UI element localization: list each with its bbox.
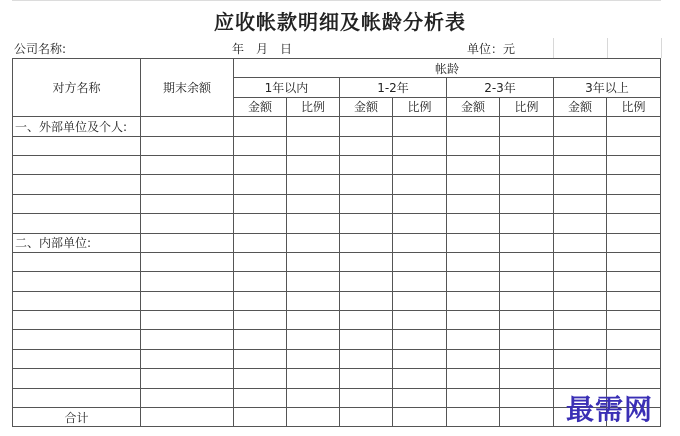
table-cell[interactable] [340, 408, 393, 427]
table-cell[interactable] [234, 408, 287, 427]
header-amount: 金额 [554, 97, 607, 116]
table-cell[interactable] [340, 349, 393, 368]
header-amount: 金额 [340, 97, 393, 116]
table-cell[interactable] [554, 369, 607, 388]
table-cell[interactable] [234, 117, 287, 136]
table-cell[interactable] [393, 349, 447, 368]
table-cell[interactable] [447, 136, 500, 155]
table-cell[interactable] [607, 117, 661, 136]
info-bar [12, 38, 661, 58]
table-cell[interactable] [393, 369, 447, 388]
table-cell[interactable] [554, 214, 607, 233]
table-cell[interactable] [287, 349, 340, 368]
section-label-external[interactable]: 一、外部单位及个人: [13, 117, 141, 136]
table-cell[interactable] [500, 408, 554, 427]
table-cell[interactable] [141, 330, 234, 349]
internal-rows [13, 252, 661, 407]
table-cell[interactable] [340, 291, 393, 310]
header-ending-balance: 期末余额 [141, 59, 234, 117]
table-cell[interactable] [393, 388, 447, 407]
table-cell[interactable] [447, 233, 500, 252]
table-cell[interactable] [447, 330, 500, 349]
table-cell[interactable] [447, 311, 500, 330]
table-cell[interactable] [393, 233, 447, 252]
header-aging: 帐龄 [234, 59, 661, 78]
table-cell[interactable] [287, 214, 340, 233]
table-cell[interactable] [141, 369, 234, 388]
table-cell[interactable] [447, 408, 500, 427]
watermark-logo: 最需网 [566, 393, 654, 426]
table-row [13, 369, 661, 388]
table-cell[interactable] [447, 388, 500, 407]
header-ratio: 比例 [500, 97, 554, 116]
table-cell[interactable] [447, 349, 500, 368]
table-cell[interactable] [287, 388, 340, 407]
table-cell[interactable] [500, 388, 554, 407]
table-cell[interactable] [340, 136, 393, 155]
table-cell[interactable] [234, 330, 287, 349]
table-cell[interactable] [554, 194, 607, 213]
table-cell[interactable] [500, 175, 554, 194]
table-cell[interactable] [340, 311, 393, 330]
table-cell[interactable] [447, 369, 500, 388]
table-cell[interactable] [287, 175, 340, 194]
table-cell[interactable] [500, 117, 554, 136]
header-bucket-2-3-years: 2-3年 [447, 78, 554, 97]
table-cell[interactable] [500, 272, 554, 291]
company-name-label[interactable]: 公司名称: [14, 42, 67, 56]
table-cell[interactable] [141, 233, 234, 252]
info-divider [553, 38, 554, 58]
table-cell[interactable] [287, 272, 340, 291]
table-cell[interactable] [500, 330, 554, 349]
table-cell[interactable] [607, 194, 661, 213]
page-title: 应收帐款明细及帐龄分析表 [214, 10, 466, 34]
table-cell[interactable] [554, 117, 607, 136]
table-cell[interactable] [393, 291, 447, 310]
table-cell[interactable] [234, 291, 287, 310]
table-cell[interactable] [141, 272, 234, 291]
table-cell[interactable] [287, 252, 340, 271]
section-row-internal [13, 233, 661, 252]
table-row [13, 291, 661, 310]
table-cell[interactable] [607, 291, 661, 310]
table-cell[interactable] [141, 349, 234, 368]
table-cell[interactable] [141, 117, 234, 136]
table-cell[interactable] [447, 252, 500, 271]
table-cell[interactable] [234, 233, 287, 252]
header-ratio: 比例 [393, 97, 447, 116]
table-cell[interactable] [234, 311, 287, 330]
table-cell[interactable] [340, 272, 393, 291]
table-cell[interactable] [13, 175, 141, 194]
info-divider [607, 38, 608, 58]
table-cell[interactable] [393, 155, 447, 174]
table-cell[interactable] [340, 233, 393, 252]
table-cell[interactable] [287, 155, 340, 174]
date-label[interactable]: 年 月 日 [232, 42, 293, 56]
table-cell[interactable] [340, 388, 393, 407]
table-cell[interactable] [287, 311, 340, 330]
table-cell[interactable] [393, 175, 447, 194]
table-cell[interactable] [141, 155, 234, 174]
table-cell[interactable] [500, 194, 554, 213]
table-cell[interactable] [234, 214, 287, 233]
table-cell[interactable] [554, 155, 607, 174]
table-cell[interactable] [340, 155, 393, 174]
table-cell[interactable] [447, 117, 500, 136]
table-cell[interactable] [500, 291, 554, 310]
table-cell[interactable] [287, 194, 340, 213]
table-cell[interactable] [13, 252, 141, 271]
table-cell[interactable] [607, 155, 661, 174]
table-cell[interactable] [287, 291, 340, 310]
table-cell[interactable] [340, 330, 393, 349]
top-border [12, 0, 661, 1]
table-row [13, 175, 661, 194]
table-cell[interactable] [141, 136, 234, 155]
table-cell[interactable] [554, 233, 607, 252]
table-cell[interactable] [340, 117, 393, 136]
table-cell[interactable] [234, 388, 287, 407]
table-row [13, 272, 661, 291]
table-cell[interactable] [554, 311, 607, 330]
table-cell[interactable] [554, 349, 607, 368]
total-row [13, 408, 661, 427]
table-cell[interactable] [447, 175, 500, 194]
section-label-internal[interactable]: 二、内部单位: [13, 233, 141, 252]
table-cell[interactable] [607, 175, 661, 194]
table-cell[interactable] [393, 272, 447, 291]
table-cell[interactable] [13, 136, 141, 155]
table-cell[interactable] [393, 330, 447, 349]
table-cell[interactable] [607, 272, 661, 291]
table-cell[interactable] [340, 252, 393, 271]
table-cell[interactable] [500, 311, 554, 330]
table-row [13, 311, 661, 330]
table-cell[interactable] [13, 311, 141, 330]
table-cell[interactable] [340, 175, 393, 194]
header-bucket-over-3-years: 3年以上 [554, 78, 661, 97]
table-cell[interactable] [13, 291, 141, 310]
table-cell[interactable] [234, 252, 287, 271]
table-cell[interactable] [554, 136, 607, 155]
table-row [13, 252, 661, 271]
total-label[interactable]: 合计 [13, 408, 141, 427]
table-cell[interactable] [500, 349, 554, 368]
header-ratio: 比例 [287, 97, 340, 116]
table-cell[interactable] [447, 194, 500, 213]
table-cell[interactable] [13, 330, 141, 349]
table-cell[interactable] [141, 291, 234, 310]
header-amount: 金额 [447, 97, 500, 116]
section-row-external [13, 117, 661, 136]
header-bucket-1-2-years: 1-2年 [340, 78, 447, 97]
table-cell[interactable] [141, 388, 234, 407]
table-cell[interactable] [607, 311, 661, 330]
table-cell[interactable] [393, 252, 447, 271]
table-row [13, 155, 661, 174]
header-ratio: 比例 [607, 97, 661, 116]
table-cell[interactable] [447, 291, 500, 310]
table-cell[interactable] [393, 194, 447, 213]
table-cell[interactable] [234, 369, 287, 388]
unit-label[interactable]: 单位：元 [467, 42, 516, 56]
table-cell[interactable] [607, 252, 661, 271]
table-cell[interactable] [607, 136, 661, 155]
table-cell[interactable] [393, 408, 447, 427]
table-cell[interactable] [234, 136, 287, 155]
table-row [13, 214, 661, 233]
table-cell[interactable] [393, 311, 447, 330]
header-counterparty: 对方名称 [13, 59, 141, 117]
table-cell[interactable] [607, 233, 661, 252]
info-divider [661, 38, 662, 58]
table-cell[interactable] [554, 272, 607, 291]
table-cell[interactable] [13, 349, 141, 368]
table-cell[interactable] [141, 194, 234, 213]
table-cell[interactable] [287, 117, 340, 136]
table-cell[interactable] [287, 233, 340, 252]
table-row [13, 330, 661, 349]
table-cell[interactable] [287, 408, 340, 427]
header-amount: 金额 [234, 97, 287, 116]
table-cell[interactable] [13, 272, 141, 291]
table-cell[interactable] [13, 369, 141, 388]
table-cell[interactable] [340, 369, 393, 388]
table-cell[interactable] [287, 136, 340, 155]
aging-table [12, 58, 661, 427]
table-cell[interactable] [607, 369, 661, 388]
table-cell[interactable] [393, 136, 447, 155]
table-cell[interactable] [447, 155, 500, 174]
table-cell[interactable] [234, 272, 287, 291]
table-cell[interactable] [340, 194, 393, 213]
table-cell[interactable] [554, 175, 607, 194]
table-cell[interactable] [13, 214, 141, 233]
table-cell[interactable] [13, 194, 141, 213]
table-cell[interactable] [447, 272, 500, 291]
table-cell[interactable] [447, 214, 500, 233]
table-cell[interactable] [234, 175, 287, 194]
table-cell[interactable] [500, 155, 554, 174]
table-cell[interactable] [500, 233, 554, 252]
table-cell[interactable] [500, 136, 554, 155]
table-cell[interactable] [393, 214, 447, 233]
table-cell[interactable] [607, 330, 661, 349]
table-cell[interactable] [141, 175, 234, 194]
table-row [13, 194, 661, 213]
table-cell[interactable] [393, 117, 447, 136]
table-cell[interactable] [13, 155, 141, 174]
table-cell[interactable] [141, 408, 234, 427]
header-bucket-within-1-year: 1年以内 [234, 78, 340, 97]
table-row [13, 349, 661, 368]
table-cell[interactable] [340, 214, 393, 233]
table-cell[interactable] [554, 291, 607, 310]
table-cell[interactable] [500, 369, 554, 388]
table-cell[interactable] [141, 252, 234, 271]
table-row [13, 388, 661, 407]
table-cell[interactable] [607, 349, 661, 368]
table-cell[interactable] [554, 252, 607, 271]
table-cell[interactable] [141, 311, 234, 330]
table-cell[interactable] [607, 214, 661, 233]
table-cell[interactable] [13, 388, 141, 407]
table-cell[interactable] [234, 155, 287, 174]
table-cell[interactable] [234, 194, 287, 213]
table-cell[interactable] [287, 330, 340, 349]
table-cell[interactable] [500, 214, 554, 233]
table-cell[interactable] [554, 330, 607, 349]
table-cell[interactable] [141, 214, 234, 233]
table-cell[interactable] [234, 349, 287, 368]
table-row [13, 136, 661, 155]
table-cell[interactable] [287, 369, 340, 388]
external-rows [13, 136, 661, 233]
table-cell[interactable] [500, 252, 554, 271]
